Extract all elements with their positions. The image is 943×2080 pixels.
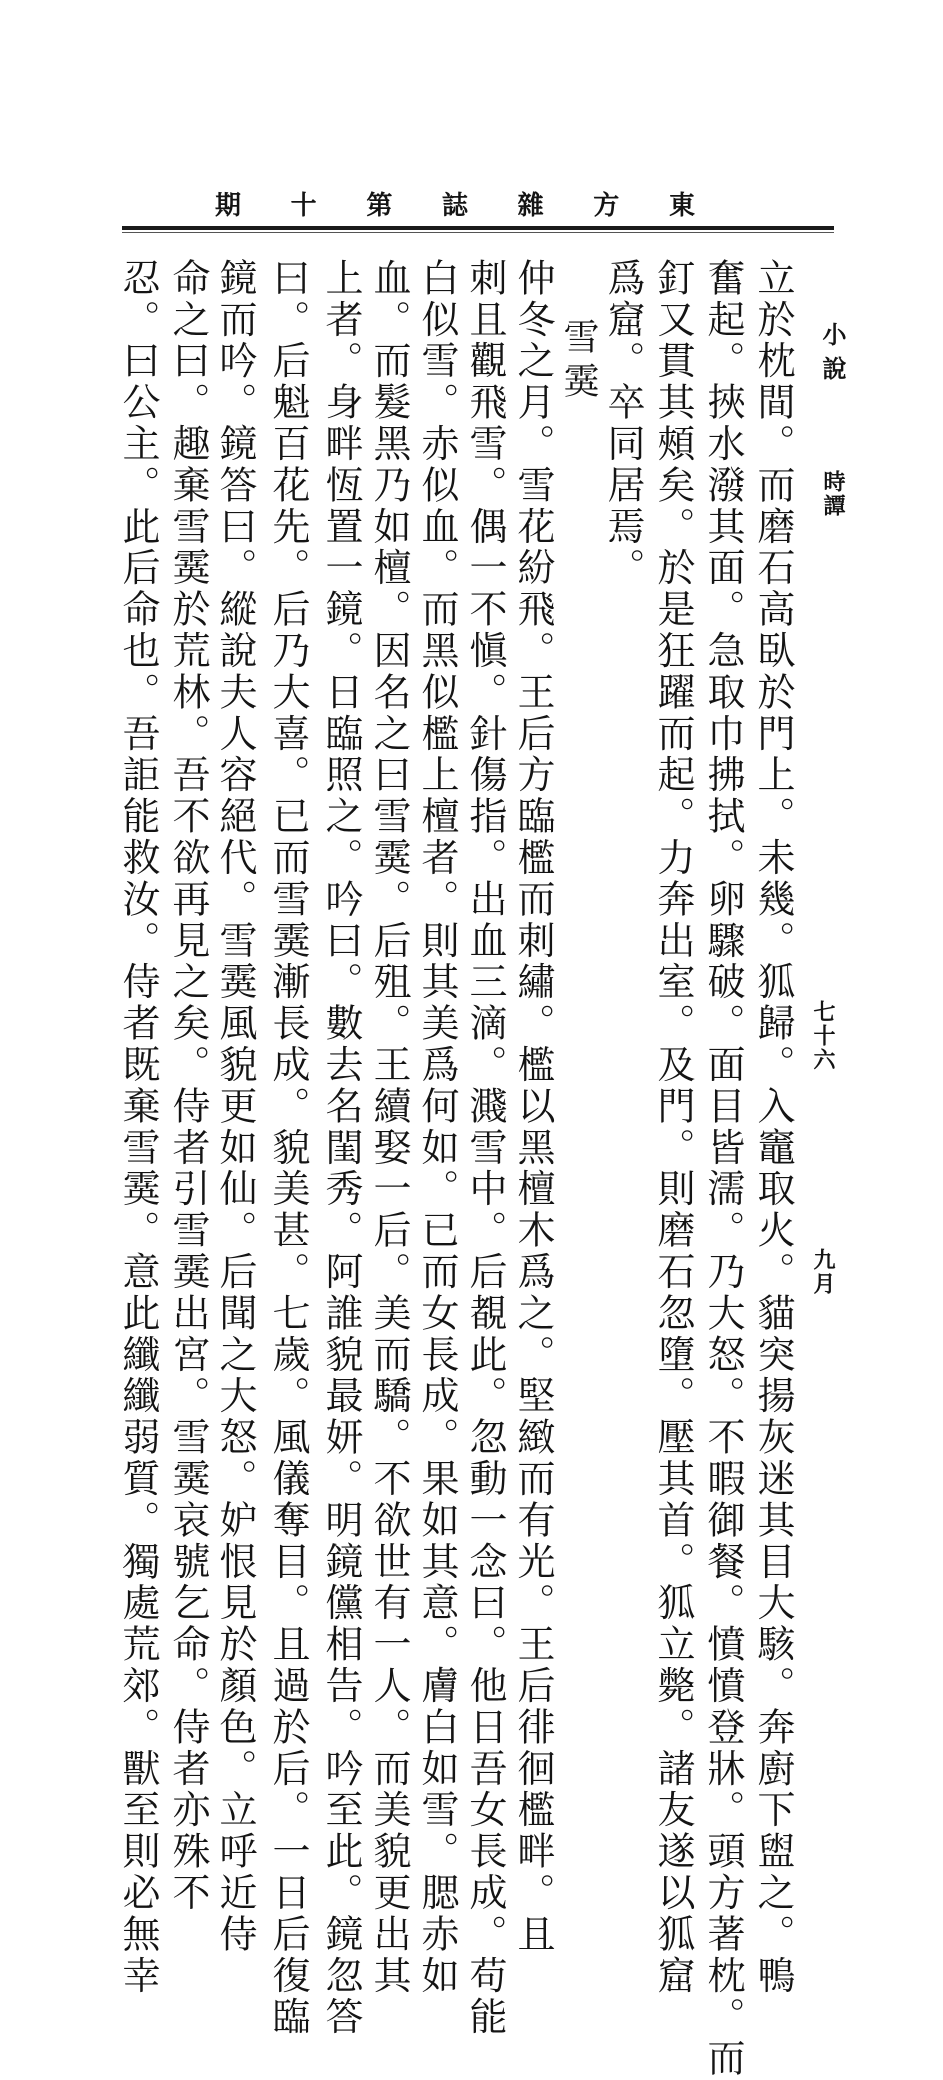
text-column: 血。而髮黑乃如檀。因名之曰雪霙。后殂。王續娶一后。美而驕。不欲世有一人。而美貌更出其 (367, 258, 411, 1997)
page-number: 七十六 (810, 1000, 836, 1072)
text-column: 立於枕間。而磨石高臥於門上。未幾。狐歸。入竈取火。貓突揚灰迷其目大駭。奔廚下盥之。鴨 (751, 258, 795, 1997)
header-char: 第 (366, 190, 393, 221)
text-column: 曰。后魁百花先。后乃大喜。已而雪霙漸長成。貌美甚。七歲。風儀奪目。且過於后。一日后復臨 (266, 258, 310, 2039)
subsection-label: 時譚 (820, 470, 846, 518)
header-char: 東 (668, 190, 695, 221)
text-column: 鏡而吟。鏡答曰。縱說夫人容絕代。雪霙風貌更如仙。后聞之大怒。妒恨見於顏色。立呼近侍 (213, 258, 257, 1956)
header-rule (122, 226, 834, 230)
text-column: 刺且觀飛雪。偶一不愼。針傷指。出血三滴。濺雪中。后覩此。忽動一念曰。他日吾女長成。苟能 (463, 258, 507, 2039)
header-rule-thin (122, 232, 834, 233)
text-column: 爲窟。卒同居焉。 (601, 258, 645, 590)
header-char: 方 (593, 190, 620, 221)
header-char: 雜 (517, 190, 544, 221)
text-column: 上者。身畔恆置一鏡。日臨照之。吟曰。數去名閨秀。阿誰貌最妍。明鏡儻相告。吟至此。鏡忽答 (319, 258, 363, 2039)
month-label: 九月 (810, 1248, 836, 1296)
text-column: 白似雪。赤似血。而黑似檻上檀者。則其美爲何如。已而女長成。果如其意。膚白如雪。腮赤如 (415, 258, 459, 1997)
story-title: 雪霙 (558, 318, 599, 406)
text-column: 奮起。挾水潑其面。急取巾拂拭。卵驟破。面目皆濡。乃大怒。不暇御餐。憤憤登牀。頭方著枕。而 (701, 258, 745, 2080)
running-header (215, 186, 695, 220)
header-char: 期 (215, 190, 242, 221)
header-char: 誌 (441, 190, 468, 221)
text-column: 釘又貫其頰矣。於是狂躍而起。力奔出室。及門。則磨石忽墮。壓其首。狐立斃。諸友遂以狐窟 (651, 258, 695, 1997)
text-column: 忍。曰公主。此后命也。吾詎能救汝。侍者既棄雪霙。意此纖纖弱質。獨處荒郊。獸至則必無幸 (116, 258, 160, 1997)
text-column: 命之曰。趣棄雪霙於荒林。吾不欲再見之矣。侍者引雪霙出宮。雪霙哀號乞命。侍者亦殊不 (166, 258, 210, 1914)
text-column: 仲冬之月。雪花紛飛。王后方臨檻而刺繡。檻以黑檀木爲之。堅緻而有光。王后徘徊檻畔。且 (511, 258, 555, 1956)
header-char: 十 (290, 190, 317, 221)
section-label: 小說 (818, 322, 847, 390)
